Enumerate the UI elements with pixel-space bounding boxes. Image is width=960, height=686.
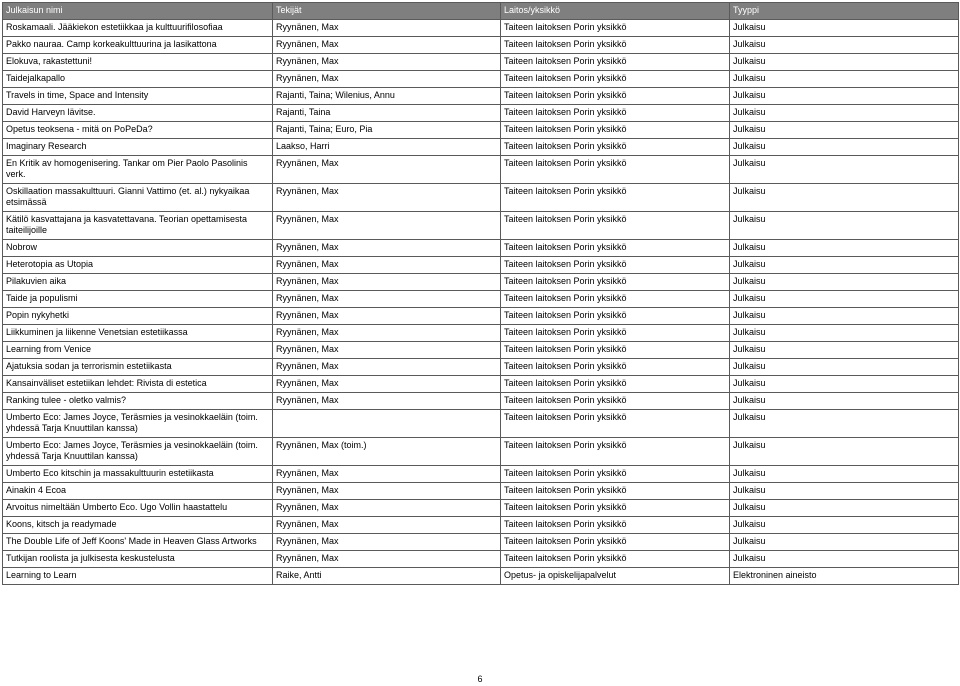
cell-department: Taiteen laitoksen Porin yksikkö [501,71,730,88]
cell-title: Umberto Eco: James Joyce, Teräsmies ja vesinokkaeläin (toim. yhdessä Tarja Knuuttilan kanssa) [3,438,273,466]
table-row [3,105,959,122]
cell-authors: Ryynänen, Max [273,325,501,342]
cell-type: Julkaisu [730,517,959,534]
cell-type: Julkaisu [730,500,959,517]
table-row [3,342,959,359]
cell-type: Julkaisu [730,37,959,54]
table-row [3,20,959,37]
cell-type: Julkaisu [730,122,959,139]
cell-authors: Ryynänen, Max [273,393,501,410]
cell-title: Elokuva, rakastettuni! [3,54,273,71]
table-row [3,325,959,342]
cell-authors: Rajanti, Taina; Wilenius, Annu [273,88,501,105]
cell-type: Julkaisu [730,410,959,438]
cell-type: Julkaisu [730,438,959,466]
table-body [3,20,959,585]
cell-type: Julkaisu [730,105,959,122]
cell-title: Taide ja populismi [3,291,273,308]
cell-title: The Double Life of Jeff Koons' Made in Heaven Glass Artworks [3,534,273,551]
cell-type: Julkaisu [730,359,959,376]
table-row [3,500,959,517]
cell-authors: Ryynänen, Max [273,274,501,291]
cell-authors: Ryynänen, Max [273,37,501,54]
cell-authors: Ryynänen, Max [273,376,501,393]
cell-department: Taiteen laitoksen Porin yksikkö [501,212,730,240]
table-row [3,359,959,376]
cell-type: Julkaisu [730,240,959,257]
cell-authors: Ryynänen, Max [273,466,501,483]
table-row [3,71,959,88]
cell-title: En Kritik av homogenisering. Tankar om Pier Paolo Pasolinis verk. [3,156,273,184]
cell-type: Julkaisu [730,466,959,483]
cell-authors: Rajanti, Taina; Euro, Pia [273,122,501,139]
table-row [3,291,959,308]
cell-title: Liikkuminen ja liikenne Venetsian estetiikassa [3,325,273,342]
page-number: 6 [477,674,483,684]
cell-type: Julkaisu [730,534,959,551]
table-row [3,156,959,184]
cell-authors: Ryynänen, Max [273,308,501,325]
cell-authors: Rajanti, Taina [273,105,501,122]
cell-type: Julkaisu [730,274,959,291]
cell-department: Taiteen laitoksen Porin yksikkö [501,184,730,212]
table-row [3,37,959,54]
cell-department: Taiteen laitoksen Porin yksikkö [501,156,730,184]
column-header-title: Julkaisun nimi [3,3,273,20]
cell-department: Taiteen laitoksen Porin yksikkö [501,483,730,500]
cell-authors [273,410,501,438]
table-row [3,410,959,438]
cell-type: Julkaisu [730,308,959,325]
publications-table [2,2,959,585]
cell-authors: Ryynänen, Max [273,359,501,376]
cell-department: Taiteen laitoksen Porin yksikkö [501,466,730,483]
cell-title: Pilakuvien aika [3,274,273,291]
cell-department: Taiteen laitoksen Porin yksikkö [501,291,730,308]
cell-department: Taiteen laitoksen Porin yksikkö [501,20,730,37]
table-row [3,534,959,551]
cell-authors: Raike, Antti [273,568,501,585]
cell-title: Arvoitus nimeltään Umberto Eco. Ugo Vollin haastattelu [3,500,273,517]
cell-department: Taiteen laitoksen Porin yksikkö [501,122,730,139]
cell-department: Opetus- ja opiskelijapalvelut [501,568,730,585]
cell-title: Umberto Eco kitschin ja massakulttuurin estetiikasta [3,466,273,483]
cell-title: Ranking tulee - oletko valmis? [3,393,273,410]
cell-title: Pakko nauraa. Camp korkeakulttuurina ja lasikattona [3,37,273,54]
cell-department: Taiteen laitoksen Porin yksikkö [501,88,730,105]
cell-type: Julkaisu [730,551,959,568]
cell-title: Kansainväliset estetiikan lehdet: Rivista di estetica [3,376,273,393]
cell-title: Ajatuksia sodan ja terrorismin estetiikasta [3,359,273,376]
cell-authors: Ryynänen, Max [273,517,501,534]
cell-title: Roskamaali. Jääkiekon estetiikkaa ja kulttuurifilosofiaa [3,20,273,37]
table-row [3,184,959,212]
cell-authors: Ryynänen, Max [273,291,501,308]
table-row [3,257,959,274]
cell-type: Julkaisu [730,156,959,184]
table-row [3,551,959,568]
cell-type: Julkaisu [730,257,959,274]
cell-department: Taiteen laitoksen Porin yksikkö [501,359,730,376]
table-row [3,139,959,156]
cell-department: Taiteen laitoksen Porin yksikkö [501,517,730,534]
cell-department: Taiteen laitoksen Porin yksikkö [501,37,730,54]
cell-authors: Ryynänen, Max [273,534,501,551]
table-row [3,122,959,139]
cell-title: Heterotopia as Utopia [3,257,273,274]
cell-type: Julkaisu [730,88,959,105]
cell-authors: Ryynänen, Max [273,500,501,517]
cell-type: Julkaisu [730,342,959,359]
cell-type: Julkaisu [730,139,959,156]
cell-department: Taiteen laitoksen Porin yksikkö [501,240,730,257]
cell-type: Julkaisu [730,71,959,88]
cell-title: Taidejalkapallo [3,71,273,88]
table-row [3,308,959,325]
cell-type: Julkaisu [730,376,959,393]
cell-department: Taiteen laitoksen Porin yksikkö [501,376,730,393]
cell-authors: Ryynänen, Max [273,551,501,568]
cell-authors: Ryynänen, Max [273,54,501,71]
cell-type: Julkaisu [730,393,959,410]
table-row [3,240,959,257]
cell-title: Learning from Venice [3,342,273,359]
cell-authors: Ryynänen, Max (toim.) [273,438,501,466]
table-row [3,568,959,585]
cell-department: Taiteen laitoksen Porin yksikkö [501,410,730,438]
cell-authors: Ryynänen, Max [273,212,501,240]
cell-title: Ainakin 4 Ecoa [3,483,273,500]
cell-authors: Ryynänen, Max [273,71,501,88]
cell-authors: Ryynänen, Max [273,184,501,212]
cell-department: Taiteen laitoksen Porin yksikkö [501,54,730,71]
cell-title: Opetus teoksena - mitä on PoPeDa? [3,122,273,139]
table-row [3,54,959,71]
cell-title: Umberto Eco: James Joyce, Teräsmies ja vesinokkaeläin (toim. yhdessä Tarja Knuuttilan kanssa) [3,410,273,438]
table-row [3,438,959,466]
cell-type: Julkaisu [730,20,959,37]
cell-department: Taiteen laitoksen Porin yksikkö [501,500,730,517]
cell-type: Julkaisu [730,483,959,500]
table-row [3,483,959,500]
cell-title: Tutkijan roolista ja julkisesta keskustelusta [3,551,273,568]
cell-authors: Ryynänen, Max [273,240,501,257]
column-header-authors: Tekijät [273,3,501,20]
table-row [3,376,959,393]
cell-title: Imaginary Research [3,139,273,156]
header-row [3,3,959,20]
cell-title: Popin nykyhetki [3,308,273,325]
cell-department: Taiteen laitoksen Porin yksikkö [501,325,730,342]
cell-title: Learning to Learn [3,568,273,585]
cell-department: Taiteen laitoksen Porin yksikkö [501,308,730,325]
table-row [3,274,959,291]
table-row [3,393,959,410]
cell-title: Koons, kitsch ja readymade [3,517,273,534]
cell-authors: Ryynänen, Max [273,20,501,37]
cell-authors: Ryynänen, Max [273,342,501,359]
cell-title: David Harveyn lävitse. [3,105,273,122]
table-row [3,88,959,105]
cell-authors: Laakso, Harri [273,139,501,156]
cell-title: Travels in time, Space and Intensity [3,88,273,105]
cell-type: Elektroninen aineisto [730,568,959,585]
cell-department: Taiteen laitoksen Porin yksikkö [501,257,730,274]
column-header-department: Laitos/yksikkö [501,3,730,20]
cell-type: Julkaisu [730,212,959,240]
cell-type: Julkaisu [730,325,959,342]
cell-title: Nobrow [3,240,273,257]
cell-authors: Ryynänen, Max [273,483,501,500]
cell-department: Taiteen laitoksen Porin yksikkö [501,551,730,568]
table-row [3,212,959,240]
cell-type: Julkaisu [730,184,959,212]
cell-title: Kätilö kasvattajana ja kasvatettavana. Teorian opettamisesta taiteilijoille [3,212,273,240]
cell-department: Taiteen laitoksen Porin yksikkö [501,534,730,551]
cell-department: Taiteen laitoksen Porin yksikkö [501,438,730,466]
cell-department: Taiteen laitoksen Porin yksikkö [501,393,730,410]
table-row [3,466,959,483]
cell-department: Taiteen laitoksen Porin yksikkö [501,274,730,291]
cell-department: Taiteen laitoksen Porin yksikkö [501,105,730,122]
cell-authors: Ryynänen, Max [273,257,501,274]
table-row [3,517,959,534]
column-header-type: Tyyppi [730,3,959,20]
cell-title: Oskillaation massakulttuuri. Gianni Vattimo (et. al.) nykyaikaa etsimässä [3,184,273,212]
cell-department: Taiteen laitoksen Porin yksikkö [501,139,730,156]
cell-type: Julkaisu [730,54,959,71]
cell-department: Taiteen laitoksen Porin yksikkö [501,342,730,359]
cell-type: Julkaisu [730,291,959,308]
cell-authors: Ryynänen, Max [273,156,501,184]
